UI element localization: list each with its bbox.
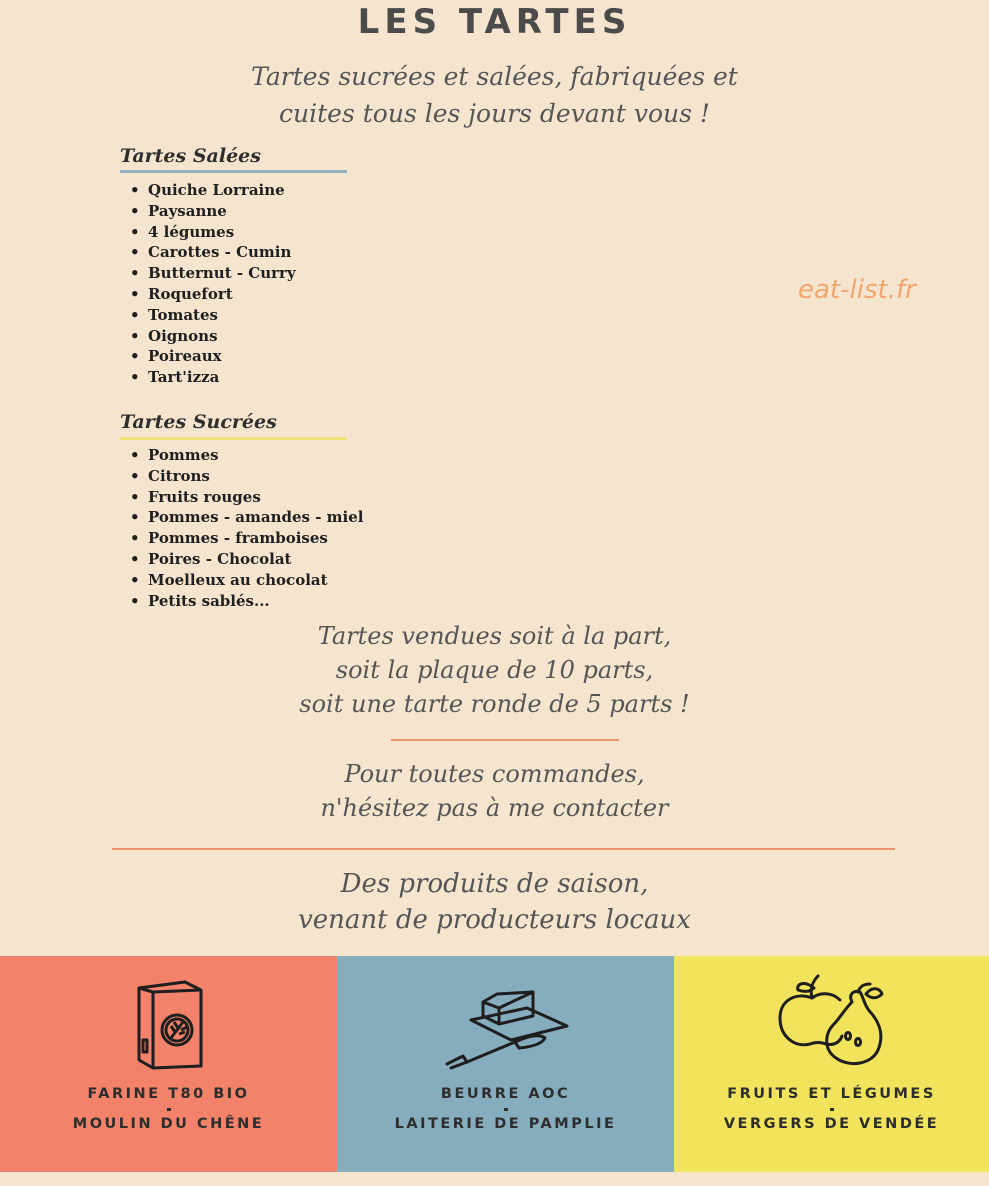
supplier-label-1: FRUITS ET LÉGUMES	[727, 1086, 936, 1102]
sales-note-line-1: Tartes vendues soit à la part,	[317, 622, 672, 650]
list-item: • Moelleux au chocolat	[130, 570, 363, 591]
supplier-panel-beurre	[337, 956, 674, 1172]
list-item: • Poireaux	[130, 346, 296, 367]
local-note-line-1: Des produits de saison,	[340, 869, 649, 899]
sales-note-line-3: soit une tarte ronde de 5 parts !	[299, 690, 690, 718]
sales-note	[0, 619, 989, 721]
list-item: • Paysanne	[130, 201, 296, 222]
list-sucrees	[130, 445, 363, 611]
separator-dash	[167, 1108, 171, 1111]
list-item: • Pommes	[130, 445, 363, 466]
supplier-label-2: LAITERIE DE PAMPLIE	[394, 1116, 617, 1132]
sales-note-line-2: soit la plaque de 10 parts,	[335, 656, 654, 684]
list-item: • Tomates	[130, 305, 296, 326]
apple-pear-icon	[774, 972, 890, 1072]
list-item: • Poires - Chocolat	[130, 549, 363, 570]
local-note	[0, 866, 989, 938]
contact-note	[0, 757, 989, 825]
list-item: • Oignons	[130, 326, 296, 347]
list-item: • Fruits rouges	[130, 487, 363, 508]
section-title-salees: Tartes Salées	[120, 145, 261, 167]
list-item: • Roquefort	[130, 284, 296, 305]
list-item: • Pommes - amandes - miel	[130, 507, 363, 528]
supplier-label-1: BEURRE AOC	[440, 1086, 571, 1102]
contact-note-line-1: Pour toutes commandes,	[344, 760, 645, 788]
flour-bag-icon	[127, 978, 211, 1072]
section-underline-salees	[120, 170, 347, 173]
intro-text	[0, 58, 989, 132]
contact-note-line-2: n'hésitez pas à me contacter	[320, 794, 669, 822]
section-title-sucrees: Tartes Sucrées	[120, 411, 277, 433]
butter-icon	[441, 982, 571, 1074]
list-item: • Tart'izza	[130, 367, 296, 388]
section-underline-sucrees	[120, 437, 347, 440]
list-item: • Quiche Lorraine	[130, 180, 296, 201]
supplier-label-2: MOULIN DU CHÊNE	[72, 1116, 265, 1132]
supplier-panel-fruits	[674, 956, 989, 1172]
list-item: • 4 légumes	[130, 222, 296, 243]
list-item: • Butternut - Curry	[130, 263, 296, 284]
divider-long	[112, 848, 895, 850]
divider-short	[391, 739, 619, 741]
watermark: eat-list.fr	[798, 275, 916, 305]
supplier-panel-farine	[0, 956, 337, 1172]
separator-dash	[504, 1108, 508, 1111]
supplier-label-1: FARINE T80 BIO	[87, 1086, 250, 1102]
page-title: LES TARTES	[357, 2, 632, 42]
intro-line-1: Tartes sucrées et salées, fabriquées et	[251, 62, 738, 91]
list-item: • Carottes - Cumin	[130, 242, 296, 263]
local-note-line-2: venant de producteurs locaux	[298, 905, 691, 935]
separator-dash	[830, 1108, 834, 1111]
list-item: • Petits sablés...	[130, 591, 363, 612]
supplier-label-2: VERGERS DE VENDÉE	[723, 1116, 940, 1132]
intro-line-2: cuites tous les jours devant vous !	[279, 99, 710, 128]
list-item: • Citrons	[130, 466, 363, 487]
list-salees	[130, 180, 296, 388]
list-item: • Pommes - framboises	[130, 528, 363, 549]
